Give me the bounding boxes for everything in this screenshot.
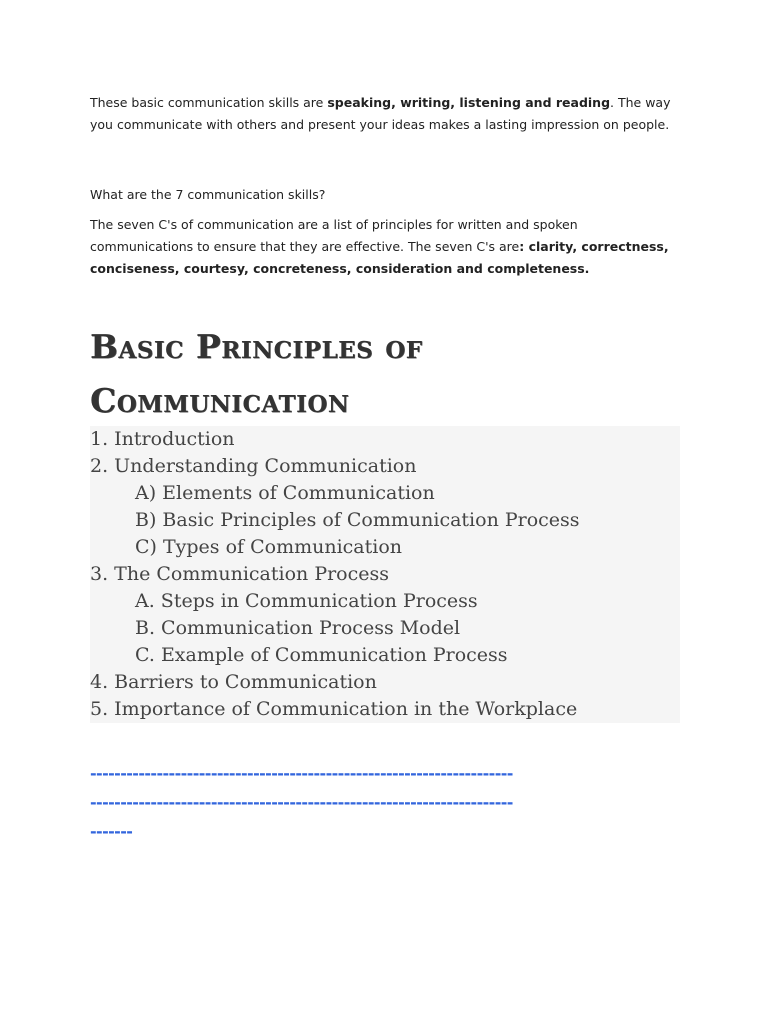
table-of-contents	[90, 426, 680, 723]
toc-subitem: B. Communication Process Model	[135, 617, 461, 639]
dash-line-2: ----------------------------------------------------------------------	[90, 793, 513, 812]
dash-line-1: ----------------------------------------------------------------------	[90, 764, 513, 783]
dash-line-3: -------	[90, 822, 133, 841]
answer-paragraph	[90, 214, 680, 280]
toc-item: 3. The Communication Process	[90, 563, 390, 585]
intro-tail: . The way you communicate with others and present your ideas makes a lasting impression on people.	[90, 95, 671, 132]
section-heading	[90, 320, 680, 428]
answer-lead: The seven C's of communication are a list of principles for written and spoken communications to ensure that they are effective. The seven C's are	[90, 217, 578, 254]
toc-item: 2. Understanding Communication	[90, 455, 417, 477]
document-page	[90, 92, 680, 846]
toc-subitem: A. Steps in Communication Process	[135, 590, 478, 612]
heading-line-2: Communication	[90, 381, 350, 420]
intro-lead: These basic communication skills are	[90, 95, 328, 110]
dashed-divider	[90, 759, 680, 846]
toc-subitem: C. Example of Communication Process	[135, 644, 508, 666]
answer-seven-cs-bold: : clarity, correctness, conciseness, courtesy, concreteness, consideration and completeness.	[90, 239, 669, 276]
toc-item: 4. Barriers to Communication	[90, 671, 377, 693]
toc-subitem: C) Types of Communication	[135, 536, 403, 558]
heading-line-1: Basic Principles of	[90, 327, 423, 366]
toc-subitem: A) Elements of Communication	[135, 482, 435, 504]
toc-item: 1. Introduction	[90, 428, 235, 450]
question-text: What are the 7 communication skills?	[90, 187, 326, 202]
toc-subitem: B) Basic Principles of Communication Process	[135, 509, 580, 531]
intro-skills-bold: speaking, writing, listening and reading	[327, 95, 611, 110]
intro-paragraph	[90, 92, 680, 136]
toc-item: 5. Importance of Communication in the Workplace	[90, 698, 578, 720]
